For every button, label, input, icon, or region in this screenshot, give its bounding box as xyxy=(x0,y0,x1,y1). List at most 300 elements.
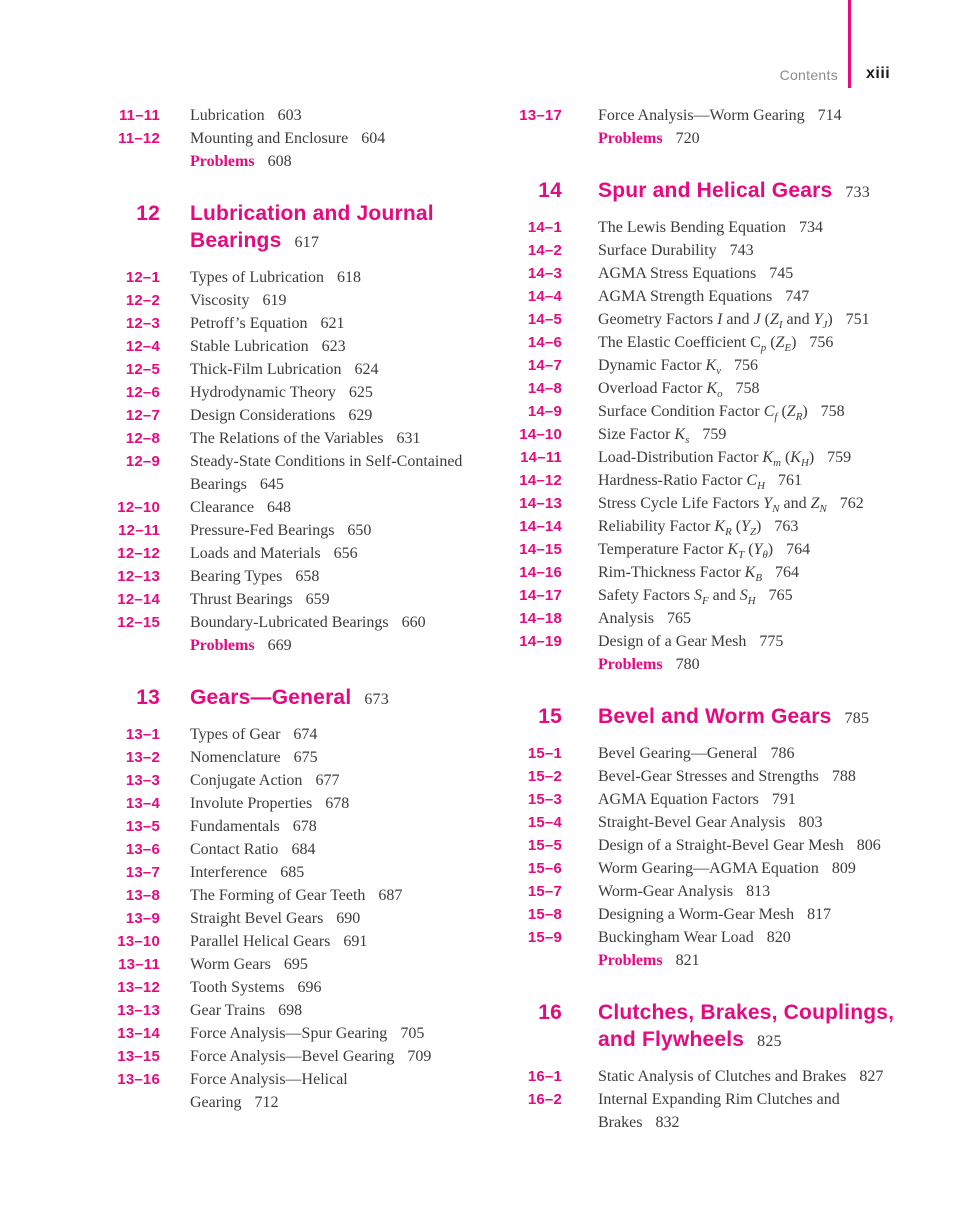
entry-page-number: 712 xyxy=(254,1094,279,1111)
entry-page-number: 809 xyxy=(831,860,856,877)
section-number: 14–3 xyxy=(527,265,562,282)
section-entry xyxy=(500,262,942,285)
entry-page-number: 762 xyxy=(839,495,864,512)
entry-body xyxy=(598,446,851,469)
section-number: 14–14 xyxy=(519,518,562,535)
entry-page-number: 743 xyxy=(729,242,754,259)
entry-title: Clutches, Brakes, Couplings, and Flywheels xyxy=(598,1001,895,1051)
section-entry xyxy=(500,742,942,765)
entry-title: Mounting and Enclosure xyxy=(190,130,349,147)
entry-page-number: 624 xyxy=(354,361,379,378)
entry-page-number: 734 xyxy=(798,219,823,236)
problems-label: Problems xyxy=(598,656,663,673)
section-entry xyxy=(500,354,942,377)
section-entry xyxy=(500,630,942,653)
entry-page-number: 659 xyxy=(305,591,330,608)
section-number: 13–3 xyxy=(125,772,160,789)
entry-body xyxy=(190,104,302,127)
entry-title: Force Analysis—Bevel Gearing xyxy=(190,1048,395,1065)
entry-body xyxy=(190,1022,424,1045)
section-entry xyxy=(98,746,502,769)
section-number: 14–11 xyxy=(520,449,562,466)
entry-title: Overload Factor $K_o$ xyxy=(598,380,723,401)
entry-body xyxy=(598,492,864,515)
entry-title: Hardness-Ratio Factor $C_H$ xyxy=(598,472,765,493)
entry-page-number: 747 xyxy=(785,288,810,305)
section-entry xyxy=(98,930,502,953)
entry-body xyxy=(190,381,373,404)
entry-page-number: 650 xyxy=(347,522,372,539)
entry-title: Static Analysis of Clutches and Brakes xyxy=(598,1068,847,1085)
section-number: 15–7 xyxy=(527,883,562,900)
entry-title: Petroff’s Equation xyxy=(190,315,308,332)
entry-body xyxy=(598,538,810,561)
section-number: 12–9 xyxy=(125,453,160,470)
section-number: 12–11 xyxy=(118,522,160,539)
entry-page-number: 758 xyxy=(820,403,845,420)
entry-page-number: 775 xyxy=(759,633,784,650)
entry-body xyxy=(598,177,870,206)
entry-page-number: 817 xyxy=(807,906,832,923)
entry-title: Design Considerations xyxy=(190,407,336,424)
section-entry xyxy=(98,815,502,838)
section-number: 12–5 xyxy=(125,361,160,378)
section-number: 13–11 xyxy=(118,956,160,973)
section-number: 14–15 xyxy=(519,541,562,558)
section-number: 14–8 xyxy=(527,380,562,397)
section-number: 13–17 xyxy=(519,107,562,124)
entry-title: Steady-State Conditions in Self-Contained Bearings xyxy=(190,453,463,493)
entry-body xyxy=(598,653,700,676)
section-number: 15–9 xyxy=(527,929,562,946)
section-number: 13–13 xyxy=(117,1002,160,1019)
entry-page-number: 803 xyxy=(798,814,823,831)
section-entry xyxy=(500,515,942,538)
entry-title: Worm Gears xyxy=(190,956,271,973)
section-entry xyxy=(500,788,942,811)
entry-title: Designing a Worm-Gear Mesh xyxy=(598,906,795,923)
entry-page-number: 764 xyxy=(786,541,811,558)
entry-title: Rim-Thickness Factor $K_B$ xyxy=(598,564,762,585)
section-number: 13–2 xyxy=(125,749,160,766)
entry-title: Safety Factors $S_F$ and $S_H$ xyxy=(598,587,756,608)
entry-title: Straight Bevel Gears xyxy=(190,910,324,927)
section-number: 13–10 xyxy=(117,933,160,950)
entry-body xyxy=(598,880,770,903)
section-entry xyxy=(98,838,502,861)
running-header-contents-label: Contents xyxy=(779,67,838,83)
section-entry xyxy=(98,884,502,907)
section-entry xyxy=(500,239,942,262)
entry-title: Types of Gear xyxy=(190,726,281,743)
section-entry xyxy=(98,266,502,289)
section-number: 14–5 xyxy=(527,311,562,328)
problems-entry xyxy=(500,127,942,150)
section-number: 16–1 xyxy=(527,1068,562,1085)
section-entry xyxy=(500,926,942,949)
entry-title: Straight-Bevel Gear Analysis xyxy=(598,814,786,831)
section-entry xyxy=(98,404,502,427)
entry-body xyxy=(598,857,856,880)
entry-page-number: 604 xyxy=(361,130,386,147)
entry-page-number: 658 xyxy=(295,568,320,585)
problems-label: Problems xyxy=(598,952,663,969)
entry-page-number: 696 xyxy=(297,979,322,996)
entry-body xyxy=(190,838,315,861)
section-number: 14–9 xyxy=(527,403,562,420)
entry-body xyxy=(190,611,426,634)
entry-page-number: 765 xyxy=(768,587,793,604)
entry-body xyxy=(190,519,371,542)
toc-column-left xyxy=(98,104,502,1114)
problems-entry xyxy=(98,634,502,657)
entry-page-number: 765 xyxy=(667,610,691,627)
entry-body xyxy=(598,469,802,492)
entry-title: Buckingham Wear Load xyxy=(598,929,754,946)
entry-title: Clearance xyxy=(190,499,254,516)
problems-entry xyxy=(500,949,942,972)
section-entry xyxy=(98,289,502,312)
entry-body xyxy=(190,200,434,256)
entry-body xyxy=(598,926,791,949)
entry-body xyxy=(598,285,809,308)
entry-page-number: 720 xyxy=(675,130,700,147)
entry-body xyxy=(190,565,319,588)
entry-title: Bevel and Worm Gears xyxy=(598,705,832,728)
entry-page-number: 619 xyxy=(262,292,287,309)
problems-label: Problems xyxy=(598,130,663,147)
entry-body xyxy=(598,377,760,400)
entry-page-number: 785 xyxy=(844,710,870,727)
entry-body xyxy=(190,450,462,496)
section-number: 12–2 xyxy=(125,292,160,309)
section-number: 14–1 xyxy=(527,219,562,236)
chapter-number: 16 xyxy=(538,1001,562,1024)
entry-page-number: 678 xyxy=(325,795,350,812)
entry-page-number: 763 xyxy=(774,518,799,535)
section-number: 13–9 xyxy=(125,910,160,927)
section-entry xyxy=(500,538,942,561)
entry-title: Nomenclature xyxy=(190,749,281,766)
entry-page-number: 788 xyxy=(831,768,856,785)
entry-body xyxy=(190,792,349,815)
entry-body xyxy=(190,976,321,999)
entry-body xyxy=(598,354,758,377)
entry-title: Bevel-Gear Stresses and Strengths xyxy=(598,768,819,785)
section-entry xyxy=(98,999,502,1022)
entry-title: Force Analysis—Helical Gearing xyxy=(190,1071,348,1111)
entry-body xyxy=(598,515,798,538)
entry-page-number: 674 xyxy=(293,726,318,743)
entry-body xyxy=(598,216,823,239)
section-number: 13–5 xyxy=(125,818,160,835)
section-entry xyxy=(500,584,942,607)
section-entry xyxy=(98,450,502,496)
entry-page-number: 625 xyxy=(348,384,373,401)
section-number: 13–4 xyxy=(125,795,160,812)
entry-page-number: 695 xyxy=(283,956,308,973)
entry-page-number: 756 xyxy=(734,357,759,374)
entry-body xyxy=(598,788,796,811)
entry-page-number: 617 xyxy=(294,234,320,251)
section-entry xyxy=(98,1022,502,1045)
entry-body xyxy=(190,634,292,657)
entry-body xyxy=(190,266,361,289)
entry-title: Temperature Factor $K_T$ $(Y_\theta)$ xyxy=(598,541,774,562)
section-number: 14–10 xyxy=(519,426,562,443)
section-number: 14–19 xyxy=(519,633,562,650)
entry-body xyxy=(598,561,799,584)
entry-body xyxy=(190,404,372,427)
entry-title: Surface Durability xyxy=(598,242,717,259)
entry-body xyxy=(598,1088,840,1134)
section-entry xyxy=(500,285,942,308)
section-number: 11–11 xyxy=(118,107,160,124)
entry-page-number: 608 xyxy=(267,153,292,170)
entry-page-number: 660 xyxy=(401,614,426,631)
chapter-heading xyxy=(98,684,502,713)
entry-page-number: 764 xyxy=(774,564,799,581)
section-entry xyxy=(500,765,942,788)
section-entry xyxy=(98,104,502,127)
section-entry xyxy=(98,1045,502,1068)
chapter-number: 15 xyxy=(538,705,562,728)
entry-page-number: 687 xyxy=(378,887,403,904)
entry-title: Load-Distribution Factor $K_m$ $(K_H)$ xyxy=(598,449,815,470)
entry-title: Parallel Helical Gears xyxy=(190,933,331,950)
chapter-heading xyxy=(500,177,942,206)
entry-page-number: 806 xyxy=(856,837,881,854)
entry-body xyxy=(598,630,783,653)
entry-body xyxy=(190,684,389,713)
entry-title: Types of Lubrication xyxy=(190,269,324,286)
header-accent-rule xyxy=(848,0,851,88)
section-number: 15–2 xyxy=(527,768,562,785)
section-entry xyxy=(500,607,942,630)
entry-page-number: 656 xyxy=(333,545,358,562)
entry-body xyxy=(190,861,304,884)
section-number: 15–5 xyxy=(527,837,562,854)
section-number: 12–14 xyxy=(117,591,160,608)
section-entry xyxy=(98,769,502,792)
section-entry xyxy=(500,308,942,331)
entry-page-number: 780 xyxy=(675,656,700,673)
entry-body xyxy=(190,289,286,312)
entry-body xyxy=(190,150,292,173)
section-entry xyxy=(500,857,942,880)
section-entry xyxy=(98,792,502,815)
entry-body xyxy=(598,584,793,607)
section-entry xyxy=(500,834,942,857)
section-entry xyxy=(500,446,942,469)
entry-title: Lubrication and Journal Bearings xyxy=(190,202,434,252)
section-entry xyxy=(500,492,942,515)
entry-page-number: 645 xyxy=(259,476,284,493)
entry-page-number: 678 xyxy=(292,818,317,835)
entry-page-number: 623 xyxy=(321,338,346,355)
section-number: 14–12 xyxy=(519,472,562,489)
entry-title: Involute Properties xyxy=(190,795,313,812)
section-entry xyxy=(500,216,942,239)
entry-body xyxy=(190,335,346,358)
entry-page-number: 709 xyxy=(407,1048,432,1065)
section-entry xyxy=(98,588,502,611)
problems-label: Problems xyxy=(190,153,255,170)
entry-title: Surface Condition Factor $C_f$ $(Z_R)$ xyxy=(598,403,808,424)
entry-page-number: 631 xyxy=(396,430,421,447)
entry-title: Lubrication xyxy=(190,107,265,124)
entry-body xyxy=(190,907,360,930)
entry-body xyxy=(598,607,691,630)
entry-body xyxy=(598,949,700,972)
problems-label: Problems xyxy=(190,637,255,654)
chapter-heading xyxy=(500,999,942,1055)
section-entry xyxy=(500,469,942,492)
entry-page-number: 685 xyxy=(280,864,305,881)
section-number: 12–10 xyxy=(117,499,160,516)
section-number: 13–16 xyxy=(117,1071,160,1088)
entry-body xyxy=(190,884,402,907)
section-number: 11–12 xyxy=(118,130,160,147)
entry-page-number: 714 xyxy=(817,107,842,124)
entry-body xyxy=(598,834,881,857)
section-number: 13–12 xyxy=(117,979,160,996)
section-number: 12–12 xyxy=(117,545,160,562)
entry-body xyxy=(598,331,833,354)
entry-body xyxy=(190,953,308,976)
entry-body xyxy=(598,703,869,732)
section-entry xyxy=(98,496,502,519)
entry-body xyxy=(598,903,831,926)
entry-page-number: 821 xyxy=(675,952,700,969)
entry-body xyxy=(598,104,842,127)
entry-title: Viscosity xyxy=(190,292,250,309)
entry-body xyxy=(190,930,367,953)
section-entry xyxy=(500,880,942,903)
entry-title: Design of a Straight-Bevel Gear Mesh xyxy=(598,837,844,854)
entry-body xyxy=(190,723,317,746)
section-entry xyxy=(500,1065,942,1088)
toc-column-right xyxy=(500,104,942,1134)
section-number: 12–8 xyxy=(125,430,160,447)
section-entry xyxy=(500,331,942,354)
section-number: 13–1 xyxy=(125,726,160,743)
entry-body xyxy=(598,239,754,262)
entry-page-number: 751 xyxy=(845,311,870,328)
entry-title: Reliability Factor $K_R$ $(Y_Z)$ xyxy=(598,518,762,539)
entry-title: Geometry Factors I and J ($Z_I$ and $Y_J$) xyxy=(598,311,833,332)
problems-entry xyxy=(500,653,942,676)
entry-title: Dynamic Factor $K_v$ xyxy=(598,357,722,378)
section-number: 14–17 xyxy=(519,587,562,604)
entry-title: Analysis xyxy=(598,610,654,627)
entry-body xyxy=(598,127,700,150)
entry-title: Thick-Film Lubrication xyxy=(190,361,342,378)
entry-title: AGMA Stress Equations xyxy=(598,265,757,282)
entry-body xyxy=(190,496,291,519)
entry-body xyxy=(598,423,726,446)
entry-body xyxy=(598,765,856,788)
chapter-heading xyxy=(500,703,942,732)
entry-page-number: 705 xyxy=(400,1025,425,1042)
entry-title: Gear Trains xyxy=(190,1002,266,1019)
section-entry xyxy=(98,127,502,150)
entry-page-number: 791 xyxy=(771,791,796,808)
entry-page-number: 758 xyxy=(735,380,760,397)
entry-body xyxy=(598,811,823,834)
entry-page-number: 691 xyxy=(343,933,368,950)
entry-page-number: 827 xyxy=(859,1068,884,1085)
section-number: 15–6 xyxy=(527,860,562,877)
section-entry xyxy=(98,611,502,634)
entry-page-number: 673 xyxy=(364,691,389,708)
section-number: 13–7 xyxy=(125,864,160,881)
entry-title: Spur and Helical Gears xyxy=(598,179,833,202)
section-entry xyxy=(500,1088,942,1134)
entry-title: Force Analysis—Worm Gearing xyxy=(598,107,805,124)
entry-title: AGMA Strength Equations xyxy=(598,288,773,305)
entry-body xyxy=(190,427,420,450)
entry-page-number: 677 xyxy=(315,772,340,789)
chapter-number: 13 xyxy=(136,686,160,709)
section-number: 12–6 xyxy=(125,384,160,401)
entry-title: Contact Ratio xyxy=(190,841,279,858)
section-entry xyxy=(98,381,502,404)
entry-page-number: 621 xyxy=(320,315,345,332)
section-number: 14–4 xyxy=(527,288,562,305)
section-entry xyxy=(500,423,942,446)
entry-title: Interference xyxy=(190,864,268,881)
section-number: 14–16 xyxy=(519,564,562,581)
entry-page-number: 698 xyxy=(278,1002,303,1019)
section-entry xyxy=(98,312,502,335)
section-entry xyxy=(98,907,502,930)
section-number: 13–8 xyxy=(125,887,160,904)
entry-page-number: 761 xyxy=(777,472,802,489)
section-number: 15–4 xyxy=(527,814,562,831)
section-number: 12–13 xyxy=(117,568,160,585)
entry-page-number: 684 xyxy=(291,841,316,858)
section-number: 13–15 xyxy=(117,1048,160,1065)
entry-title: Worm-Gear Analysis xyxy=(598,883,734,900)
entry-title: Worm Gearing—AGMA Equation xyxy=(598,860,819,877)
entry-page-number: 759 xyxy=(702,426,727,443)
entry-page-number: 756 xyxy=(809,334,834,351)
entry-page-number: 745 xyxy=(769,265,794,282)
section-number: 14–7 xyxy=(527,357,562,374)
entry-body xyxy=(598,262,793,285)
entry-page-number: 759 xyxy=(827,449,852,466)
entry-title: Loads and Materials xyxy=(190,545,321,562)
entry-body xyxy=(190,312,344,335)
section-number: 15–8 xyxy=(527,906,562,923)
folio-page-number: xiii xyxy=(866,65,891,82)
problems-entry xyxy=(98,150,502,173)
entry-title: The Elastic Coefficient $C_p$ $(Z_E)$ xyxy=(598,334,797,355)
entry-body xyxy=(598,999,894,1055)
entry-title: Design of a Gear Mesh xyxy=(598,633,747,650)
section-entry xyxy=(500,400,942,423)
chapter-number: 14 xyxy=(538,179,562,202)
entry-body xyxy=(190,815,317,838)
entry-body xyxy=(190,1068,348,1114)
entry-title: Stress Cycle Life Factors $Y_N$ and $Z_N$ xyxy=(598,495,827,516)
entry-title: Internal Expanding Rim Clutches and Brakes xyxy=(598,1091,840,1131)
entry-title: Hydrodynamic Theory xyxy=(190,384,336,401)
entry-title: Thrust Bearings xyxy=(190,591,293,608)
entry-title: Size Factor $K_s$ xyxy=(598,426,690,447)
section-number: 16–2 xyxy=(527,1091,562,1108)
